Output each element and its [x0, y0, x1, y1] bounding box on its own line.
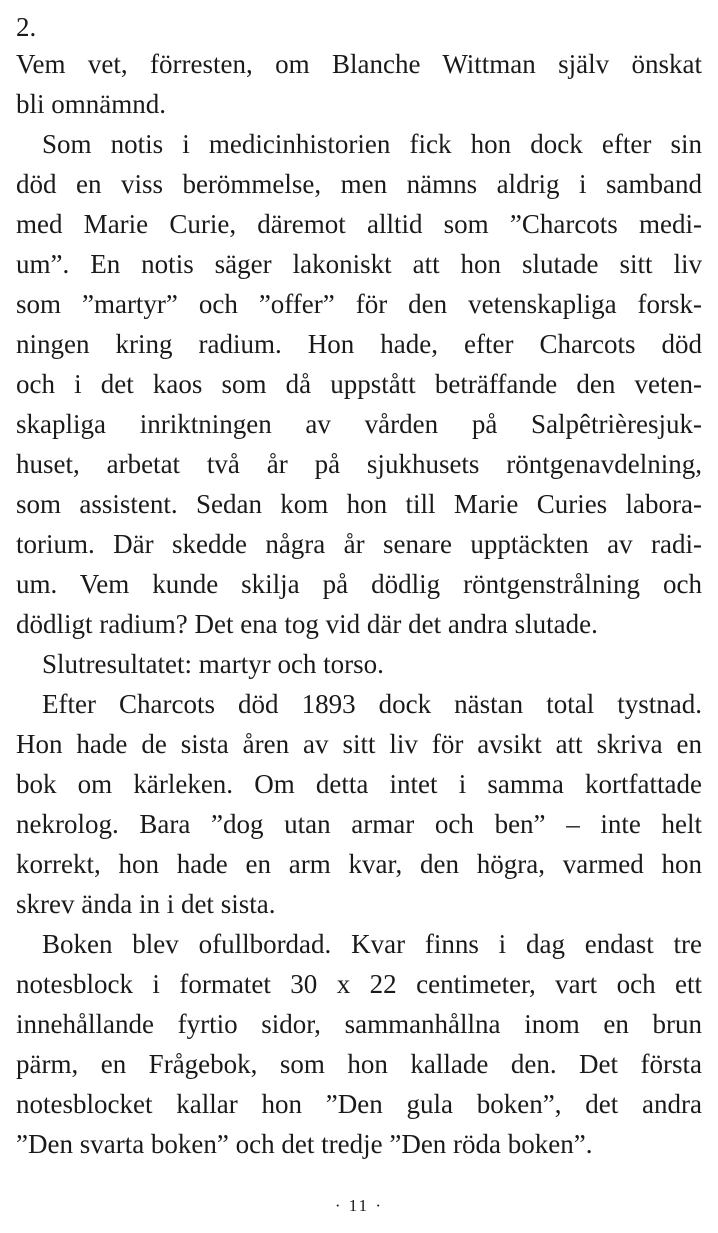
book-page	[16, 12, 702, 1164]
text-line: som assistent. Sedan kom hon till Marie Curies labora-	[16, 489, 702, 519]
text-line: Slutresultatet: martyr och torso.	[42, 649, 384, 679]
paragraph	[16, 44, 702, 124]
text-line: bok om kärleken. Om detta intet i samma kortfattade	[16, 769, 702, 799]
page-number: · 11 ·	[334, 1196, 384, 1215]
text-line: ”Den svarta boken” och det tredje ”Den röda boken”.	[16, 1129, 593, 1159]
paragraph	[16, 644, 702, 684]
chapter-number: 2.	[16, 12, 37, 42]
text-line: pärm, en Frågebok, som hon kallade den. Det första	[16, 1049, 702, 1079]
text-line: korrekt, hon hade en arm kvar, den högra, varmed hon	[16, 849, 702, 879]
text-line: Efter Charcots död 1893 dock nästan total tystnad.	[42, 689, 702, 719]
text-line: ningen kring radium. Hon hade, efter Charcots död	[16, 329, 702, 359]
text-line: som ”martyr” och ”offer” för den vetenskapliga forsk-	[16, 289, 702, 319]
text-line: skapliga inriktningen av vården på Salpêtrièresjuk-	[16, 409, 702, 439]
text-line: huset, arbetat två år på sjukhusets röntgenavdelning,	[16, 449, 702, 479]
body-text	[16, 44, 702, 1164]
text-line: med Marie Curie, däremot alltid som ”Charcots medi-	[16, 209, 702, 239]
text-line: Hon hade de sista åren av sitt liv för avsikt att skriva en	[16, 729, 702, 759]
text-line: död en viss berömmelse, men nämns aldrig i samband	[16, 169, 702, 199]
text-line: um. Vem kunde skilja på dödlig röntgenstrålning och	[16, 569, 702, 599]
text-line: bli omnämnd.	[16, 89, 166, 119]
text-line: notesblock i formatet 30 x 22 centimeter, vart och ett	[16, 969, 702, 999]
text-line: Som notis i medicinhistorien fick hon dock efter sin	[42, 129, 702, 159]
text-line: innehållande fyrtio sidor, sammanhållna inom en brun	[16, 1009, 702, 1039]
paragraph	[16, 124, 702, 644]
text-line: um”. En notis säger lakoniskt att hon slutade sitt liv	[16, 249, 702, 279]
text-line: och i det kaos som då uppstått beträffande den veten-	[16, 369, 702, 399]
paragraph	[16, 684, 702, 924]
text-line: skrev ända in i det sista.	[16, 889, 276, 919]
text-line: nekrolog. Bara ”dog utan armar och ben” – inte helt	[16, 809, 702, 839]
text-line: Vem vet, förresten, om Blanche Wittman själv önskat	[16, 49, 702, 79]
text-line: dödligt radium? Det ena tog vid där det andra slutade.	[16, 609, 598, 639]
text-line: torium. Där skedde några år senare upptäckten av radi-	[16, 529, 702, 559]
text-line: notesblocket kallar hon ”Den gula boken”, det andra	[16, 1089, 702, 1119]
text-line: Boken blev ofullbordad. Kvar finns i dag endast tre	[42, 929, 702, 959]
paragraph	[16, 924, 702, 1164]
